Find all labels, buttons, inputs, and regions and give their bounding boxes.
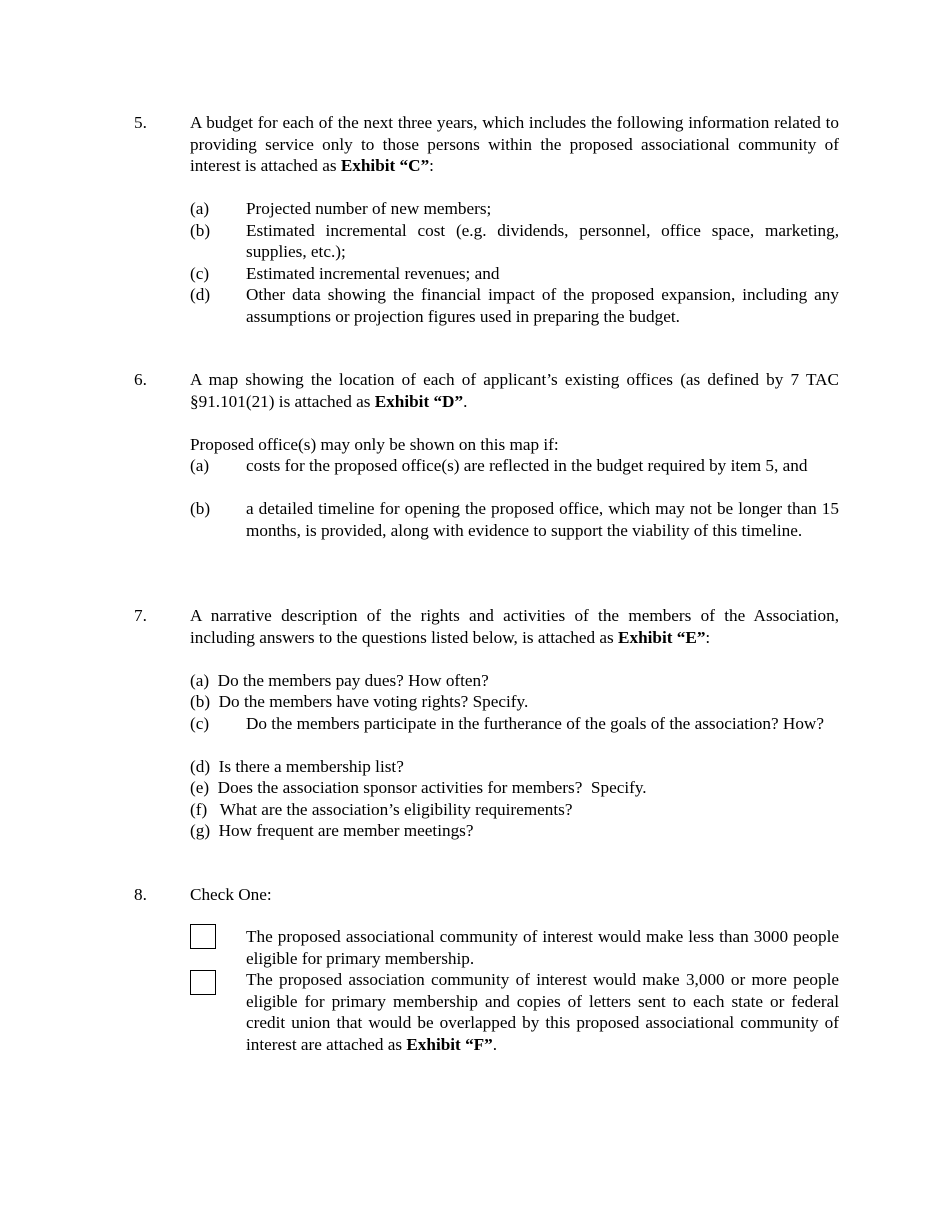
option-2-text	[246, 969, 839, 1055]
option-1-text: The proposed associational community of interest would make less than 3000 people eligible for primary membership.	[246, 927, 839, 968]
sub-letter: (c)	[190, 263, 210, 283]
question-text: (g) How frequent are member meetings?	[190, 821, 474, 840]
option-2-exhibit: Exhibit “F”	[406, 1034, 493, 1054]
item-7-intro: A narrative description of the rights and activities of the members of the Association, including answers to the questions listed below, is attached as	[190, 606, 839, 647]
question-text: (b) Do the members have voting rights? Specify.	[190, 692, 529, 711]
item-7-exhibit: Exhibit “E”	[618, 627, 706, 647]
option-2-checkbox[interactable]	[190, 970, 216, 995]
item-5-exhibit: Exhibit “C”	[340, 156, 430, 175]
item-8-number: 8.	[134, 885, 147, 904]
sub-letter: (b)	[190, 499, 211, 518]
option-1-checkbox[interactable]	[190, 924, 216, 949]
sub-text: a detailed timeline for opening the proposed office, which may not be longer than 15 months, is provided, along with evidence to support the viability of this timeline.	[246, 499, 839, 540]
item-6-end: .	[463, 391, 468, 411]
sub-text: costs for the proposed office(s) are reflected in the budget required by item 5, and	[246, 456, 808, 475]
question-text: (a) Do the members pay dues? How often?	[190, 670, 489, 690]
sub-letter: (b)	[190, 220, 211, 240]
sub-text: Estimated incremental cost (e.g. dividends, personnel, office space, marketing, supplies, etc.);	[246, 220, 839, 261]
option-2-end: .	[492, 1034, 498, 1054]
sub-letter: (c)	[190, 713, 210, 733]
item-7-end: :	[705, 627, 711, 647]
item-7-number: 7.	[134, 606, 147, 625]
item-6-number: 6.	[134, 370, 147, 389]
option-2-body: The proposed association community of interest would make 3,000 or more people eligible for primary membership and copies of letters sent to each state or federal credit union that would be overlapped by this proposed associational community of interest are attached as	[246, 970, 839, 1054]
sub-text: Do the members participate in the furtherance of the goals of the association? How?	[246, 713, 824, 733]
sub-letter: (a)	[190, 456, 210, 475]
item-8-label: Check One:	[190, 885, 272, 904]
sub-text: Projected number of new members;	[246, 199, 492, 218]
item-5-number: 5.	[134, 113, 147, 132]
question-text: (f) What are the association’s eligibility requirements?	[190, 799, 573, 819]
item-5-end: :	[429, 156, 434, 175]
item-5-text	[190, 112, 839, 177]
item-5-intro: A budget for each of the next three years, which includes the following information related to providing service only to those persons within the proposed associational community of interest is attached as	[190, 113, 839, 175]
item-6-intro: A map showing the location of each of applicant’s existing offices (as defined by 7 TAC §91.101(21) is attached as	[190, 370, 839, 411]
item-6-text	[190, 369, 839, 412]
question-text: (d) Is there a membership list?	[190, 756, 404, 776]
question-text: (e) Does the association sponsor activities for members? Specify.	[190, 778, 647, 797]
item-7-text	[190, 605, 839, 648]
sub-letter: (d)	[190, 285, 211, 304]
sub-letter: (a)	[190, 199, 210, 218]
sub-text: Other data showing the financial impact of the proposed expansion, including any assumptions or projection figures used in preparing the budget.	[246, 285, 839, 326]
sub-text: Estimated incremental revenues; and	[246, 263, 500, 283]
item-6-exhibit: Exhibit “D”	[374, 391, 464, 411]
item-6-note: Proposed office(s) may only be shown on this map if:	[190, 434, 559, 454]
